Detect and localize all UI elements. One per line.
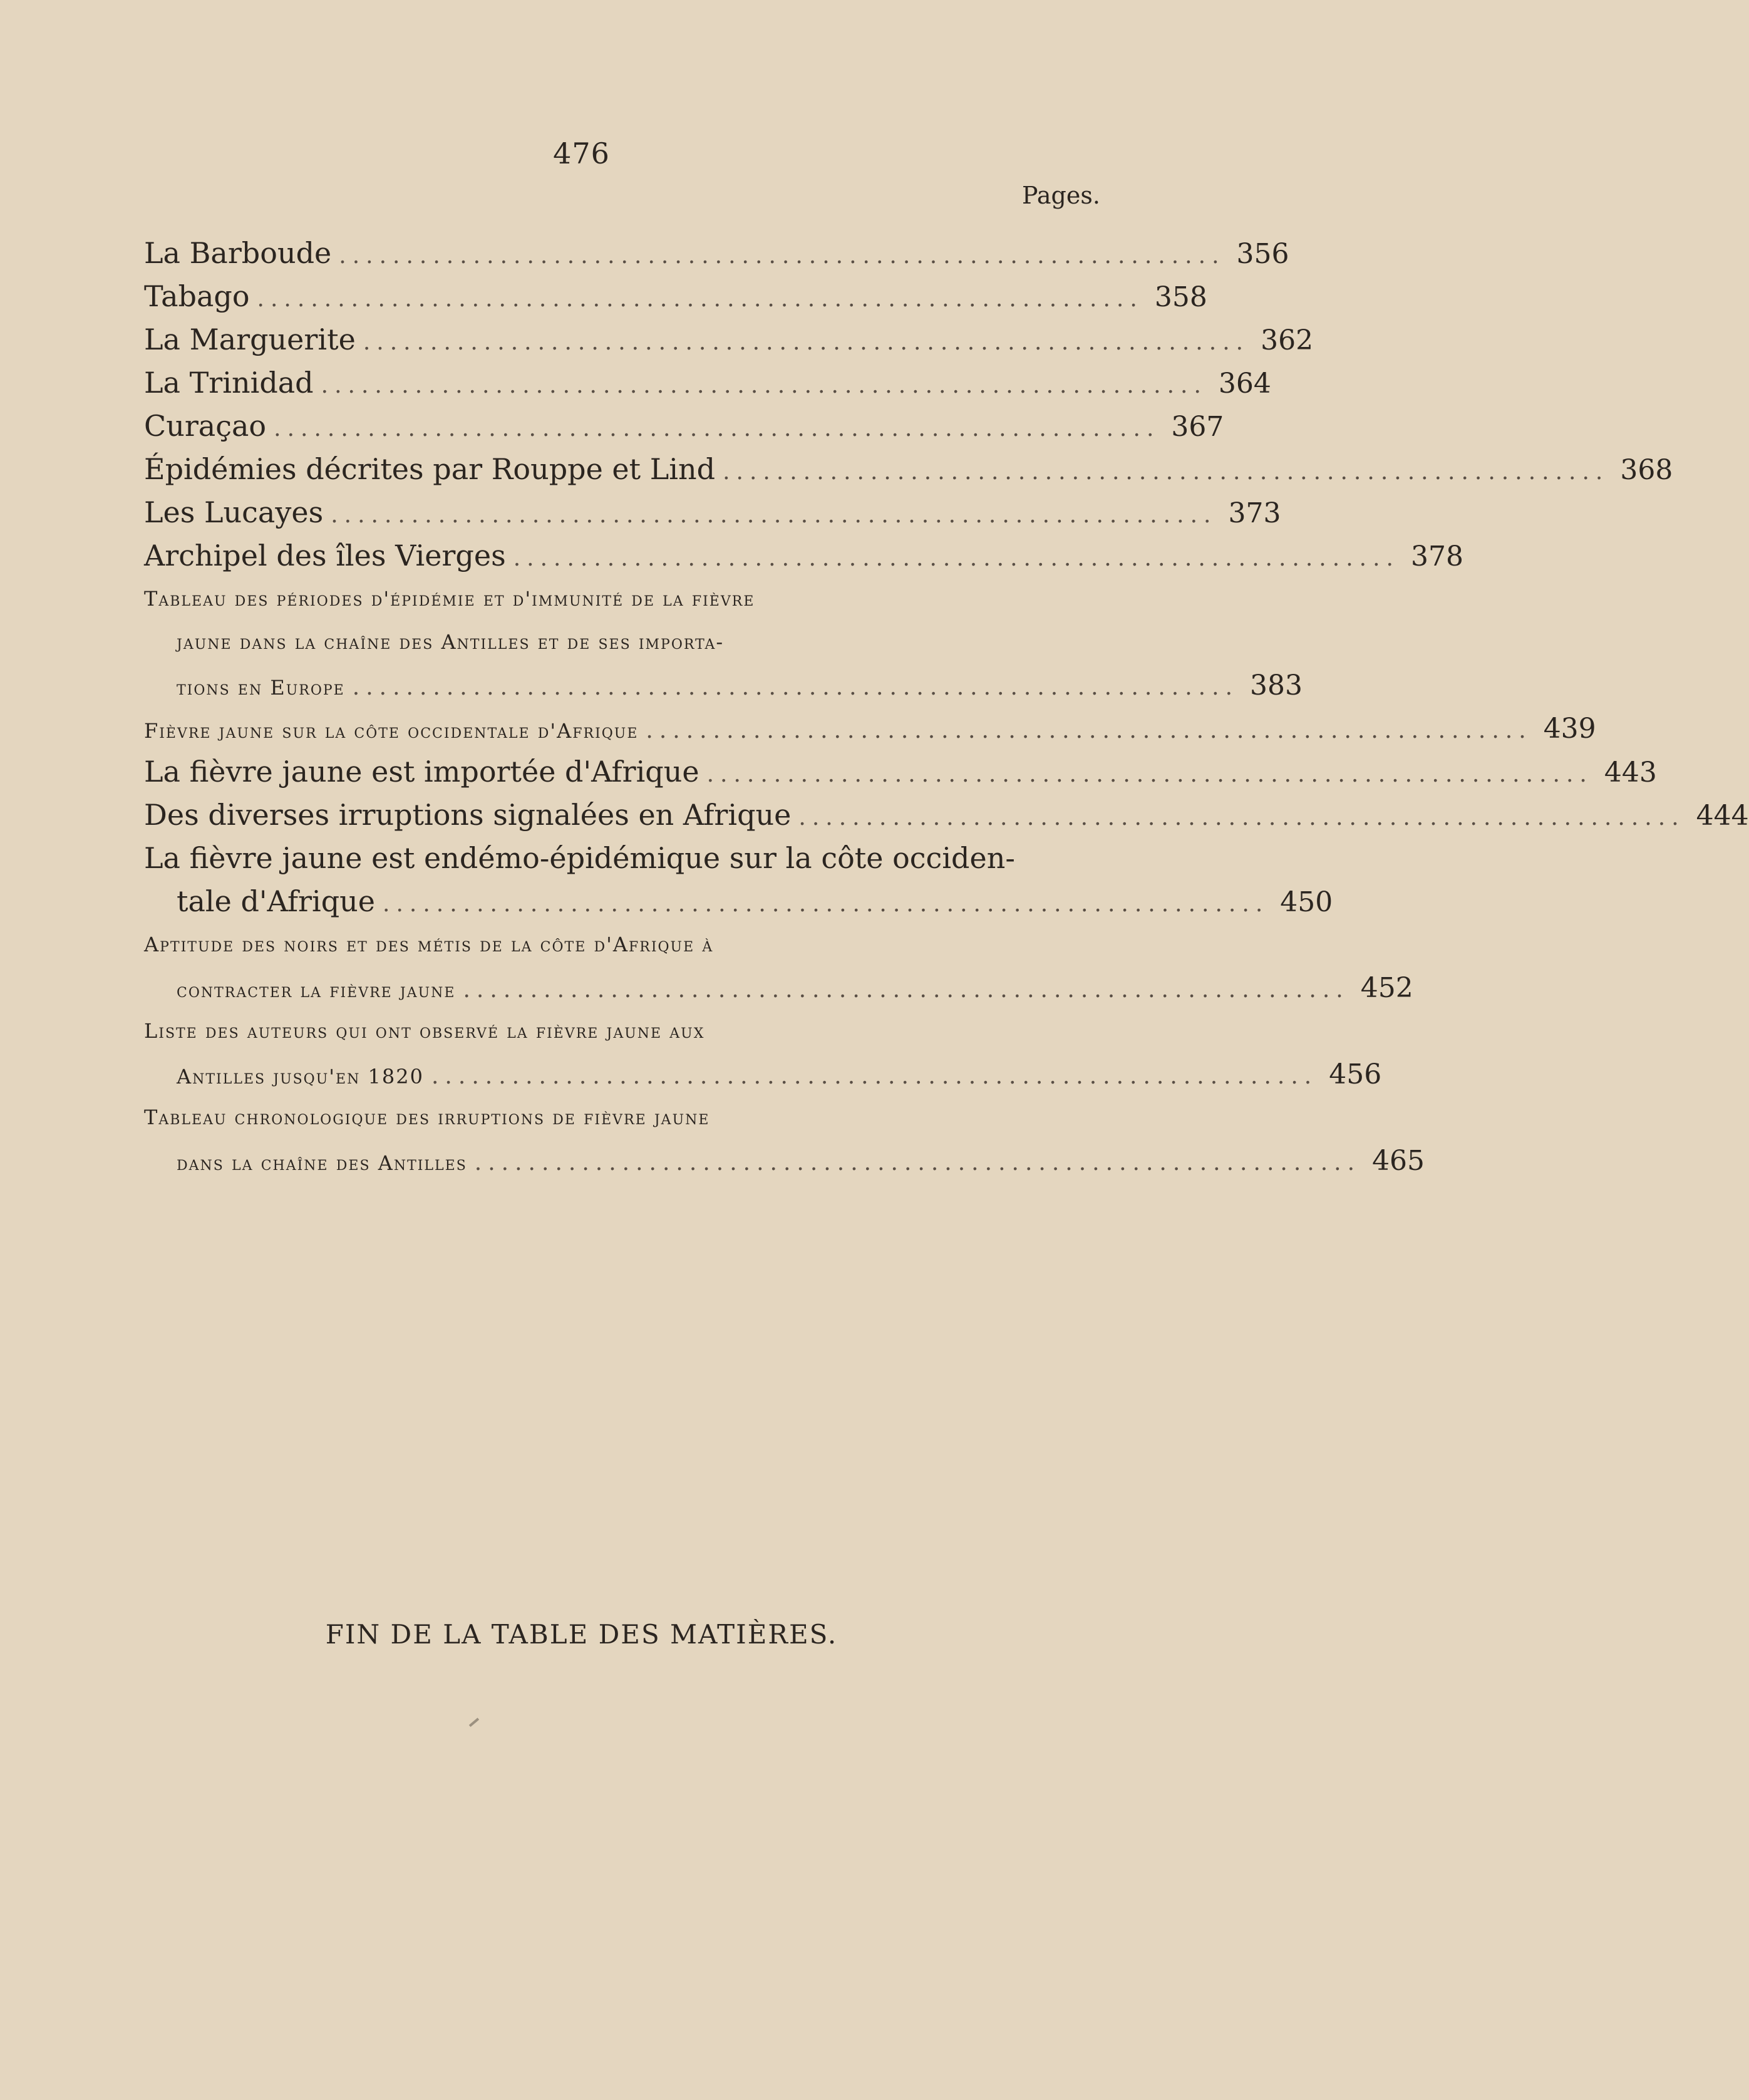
toc-page: 456 <box>1329 1058 1382 1090</box>
toc-page: 373 <box>1228 497 1281 529</box>
leader-dots: .................................................................. <box>363 329 1250 355</box>
leader-dots: .................................................................. <box>352 675 1239 700</box>
toc-label-line1: Aptitude des noirs et des métis de la côte d'Afrique à <box>144 933 714 956</box>
toc-entry-marguerite <box>144 318 1314 361</box>
leader-dots: .................................................................. <box>513 546 1400 571</box>
toc-label: La Trinidad <box>144 366 314 400</box>
toc-entry-tableau-chrono <box>144 1096 1425 1182</box>
leader-dots: .................................................................. <box>706 762 1593 787</box>
toc-label: La Barboude <box>144 236 332 270</box>
toc-entry-fievre-cote <box>144 707 1596 750</box>
toc-page: 439 <box>1543 713 1596 745</box>
leader-dots: .................................................................. <box>321 373 1207 398</box>
toc-entry-tableau-periodes <box>144 577 1303 707</box>
toc-label: Fièvre jaune sur la côte occidentale d'Afrique <box>144 719 639 743</box>
toc-label-line3: tions en Europe <box>177 676 345 700</box>
toc-label: Les Lucayes <box>144 495 324 529</box>
toc-label-line1: La fièvre jaune est endémo-épidémique sur la côte occiden- <box>144 841 1015 875</box>
toc-label: Archipel des îles Vierges <box>144 539 506 572</box>
leader-dots: .................................................................. <box>257 286 1143 312</box>
toc-page: 383 <box>1250 670 1303 701</box>
toc-page: 356 <box>1236 238 1289 270</box>
toc-entry-barboude <box>144 232 1289 275</box>
leader-dots: .................................................................. <box>383 891 1269 917</box>
toc-label: Tabago <box>144 279 250 313</box>
toc-entry-curacao <box>144 405 1224 448</box>
leader-dots: .................................................................. <box>646 718 1532 743</box>
toc-label: Épidémies décrites par Rouppe et Lind <box>144 452 716 486</box>
toc-label-line2: contracter la fièvre jaune <box>177 978 456 1002</box>
toc-page: 444 <box>1696 800 1749 832</box>
toc-label-line2: jaune dans la chaîne des Antilles et de ses importa- <box>177 630 725 654</box>
toc-label: La Marguerite <box>144 323 356 356</box>
leader-dots: .................................................................. <box>274 416 1160 442</box>
toc-entry-endemo <box>144 837 1333 923</box>
toc-entry-lucayes <box>144 491 1281 534</box>
leader-dots: .................................................................. <box>723 459 1609 485</box>
toc-entry-epidemies <box>144 448 1673 491</box>
leader-dots: .................................................................. <box>798 805 1685 830</box>
toc-entry-irruptions <box>144 794 1749 837</box>
leader-dots: .................................................................. <box>331 502 1217 528</box>
toc-label-line1: Tableau des périodes d'épidémie et d'immunité de la fièvre <box>144 587 755 611</box>
pages-column-label: Pages. <box>1022 182 1100 209</box>
toc-page: 450 <box>1280 886 1333 918</box>
toc-page: 367 <box>1171 411 1224 443</box>
toc-page: 465 <box>1372 1145 1425 1177</box>
toc-label: Curaçao <box>144 409 267 443</box>
pencil-mark <box>469 1718 479 1727</box>
toc-label-line1: Tableau chronologique des irruptions de fièvre jaune <box>144 1105 710 1129</box>
toc-page: 443 <box>1604 757 1657 789</box>
toc-page: 452 <box>1360 972 1413 1004</box>
page-number: 476 <box>553 137 610 170</box>
toc-entry-liste-auteurs <box>144 1010 1382 1096</box>
toc-entry-aptitude <box>144 923 1413 1010</box>
leader-dots: .................................................................. <box>474 1150 1361 1176</box>
table-of-contents <box>144 232 1749 1182</box>
toc-entry-vierges <box>144 534 1463 577</box>
toc-entry-importee <box>144 750 1657 794</box>
toc-label-line1: Liste des auteurs qui ont observé la fièvre jaune aux <box>144 1019 705 1043</box>
toc-page: 358 <box>1154 281 1207 313</box>
leader-dots: .................................................................. <box>431 1063 1318 1089</box>
toc-label-line2: tale d'Afrique <box>177 884 375 918</box>
toc-entry-trinidad <box>144 361 1271 405</box>
leader-dots: .................................................................. <box>463 977 1349 1003</box>
toc-label-line2: Antilles jusqu'en 1820 <box>177 1065 424 1089</box>
toc-page: 364 <box>1218 368 1271 400</box>
toc-label: Des diverses irruptions signalées en Afrique <box>144 798 792 832</box>
toc-entry-tabago <box>144 275 1207 318</box>
toc-label-line2: dans la chaîne des Antilles <box>177 1151 467 1175</box>
leader-dots: .................................................................. <box>339 243 1225 269</box>
end-of-contents-note: FIN DE LA TABLE DES MATIÈRES. <box>325 1619 838 1650</box>
toc-page: 368 <box>1620 454 1673 486</box>
toc-page: 362 <box>1261 324 1314 356</box>
toc-label: La fièvre jaune est importée d'Afrique <box>144 755 699 789</box>
toc-page: 378 <box>1410 541 1463 572</box>
